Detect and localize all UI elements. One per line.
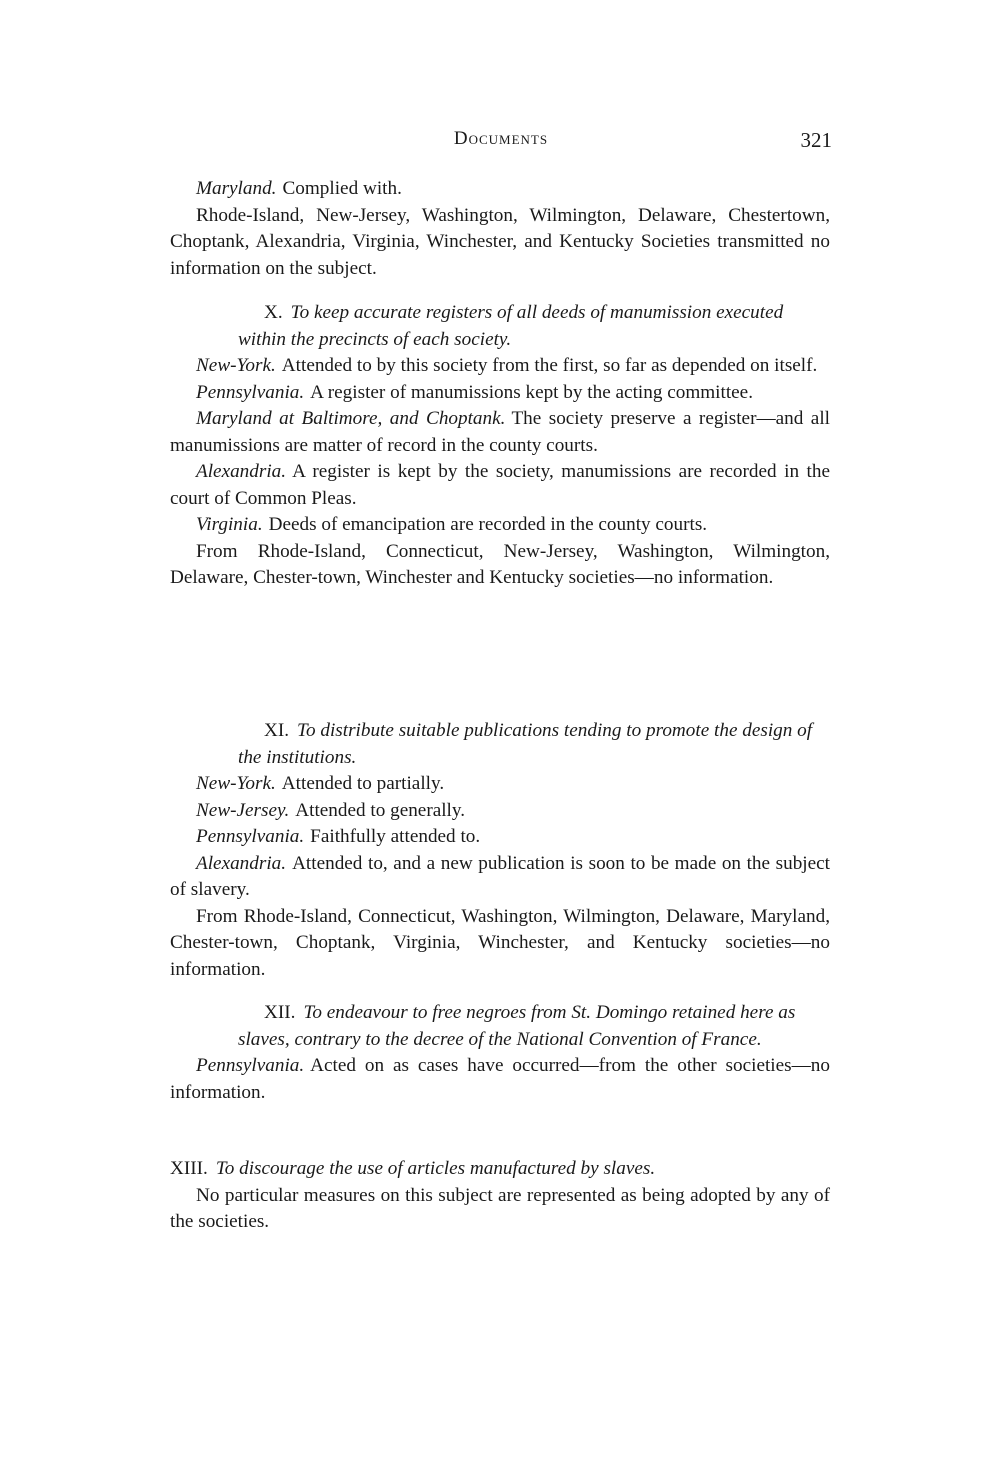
entry-label: Pennsylvania.: [196, 826, 305, 847]
entry-paragraph: [170, 798, 830, 825]
entry-paragraph: [170, 1053, 830, 1106]
entry-text: Acted on as cases have occurred—from the other societies—no information.: [170, 1055, 830, 1103]
entry-label: Pennsylvania.: [196, 1055, 305, 1076]
entry-text: A register is kept by the society, manumissions are recorded in the court of Common Pleas.: [170, 461, 830, 509]
entry-label: Maryland.: [196, 178, 277, 199]
entry-paragraph: [170, 406, 830, 459]
entry-paragraph: [170, 851, 830, 904]
section-xii: [170, 1000, 830, 1106]
section-title: To discourage the use of articles manufactured by slaves.: [215, 1158, 656, 1179]
section-xiii: [170, 1156, 830, 1236]
entry-text: Attended to by this society from the first, so far as depended on itself.: [281, 355, 818, 376]
entry-text: Complied with.: [282, 178, 402, 199]
entry-paragraph: [170, 380, 830, 407]
entry-label: Pennsylvania.: [196, 381, 305, 403]
entry-text: The society preserve a register—and all manumissions are matter of record in the county courts.: [170, 408, 830, 456]
entry-paragraph: [170, 353, 830, 380]
entry-paragraph: [170, 824, 830, 851]
section-number: XII.: [264, 1002, 296, 1023]
entry-label: Alexandria.: [196, 852, 287, 874]
section-title: To endeavour to free negroes from St. Domingo retained here as slaves, contrary to the decree of the National Convention of France.: [238, 1002, 796, 1050]
page-number: 321: [800, 128, 832, 152]
entry-label: New-Jersey.: [196, 799, 290, 821]
section-title: To keep accurate registers of all deeds of manumission executed within the precincts of each society.: [238, 302, 784, 350]
running-title: Documents: [453, 128, 549, 149]
entry-label: Virginia.: [196, 514, 263, 535]
section-xi: [170, 718, 830, 983]
continuation-block: [170, 176, 830, 282]
no-info-paragraph: From Rhode-Island, Connecticut, New-Jersey, Washington, Wilmington, Delaware, Chester-town, Winchester and Kentucky societies—no information.: [170, 540, 830, 588]
body-paragraph: No particular measures on this subject are represented as being adopted by any of the societies.: [170, 1184, 830, 1232]
section-heading: [170, 1156, 830, 1183]
entry-label: Alexandria.: [196, 461, 287, 482]
no-info-paragraph: From Rhode-Island, Connecticut, Washington, Wilmington, Delaware, Maryland, Chester-town, Choptank, Virginia, Winchester, and Kentucky societies—no information.: [170, 905, 830, 980]
entry-paragraph: [170, 512, 830, 539]
maryland-entry: [170, 176, 830, 203]
section-number: XIII.: [170, 1158, 208, 1179]
section-heading: [170, 300, 830, 353]
section-x: [170, 300, 830, 592]
entry-text: Attended to generally.: [295, 799, 466, 821]
entry-text: Attended to partially.: [281, 773, 445, 794]
section-number: XI.: [264, 720, 290, 741]
entry-text: Deeds of emancipation are recorded in the county courts.: [268, 514, 708, 535]
entry-text: Faithfully attended to.: [310, 826, 481, 847]
entry-paragraph: [170, 459, 830, 512]
running-head: [170, 128, 832, 158]
section-title: To distribute suitable publications tending to promote the design of the institutions.: [238, 720, 813, 768]
section-heading: [170, 718, 830, 771]
section-number: X.: [264, 302, 283, 323]
entry-label: New-York.: [196, 773, 276, 794]
entry-label: New-York.: [196, 355, 276, 376]
entry-text: A register of manumissions kept by the acting committee.: [310, 381, 753, 403]
entry-paragraph: [170, 771, 830, 798]
no-info-paragraph: Rhode-Island, New-Jersey, Washington, Wilmington, Delaware, Chestertown, Choptank, Alexandria, Virginia, Winchester, and Kentucky Societies transmitted no information on the subject.: [170, 204, 830, 279]
entry-label: Maryland at Baltimore, and Choptank.: [196, 408, 506, 429]
entry-text: Attended to, and a new publication is soon to be made on the subject of slavery.: [170, 852, 830, 900]
section-heading: [170, 1000, 830, 1053]
